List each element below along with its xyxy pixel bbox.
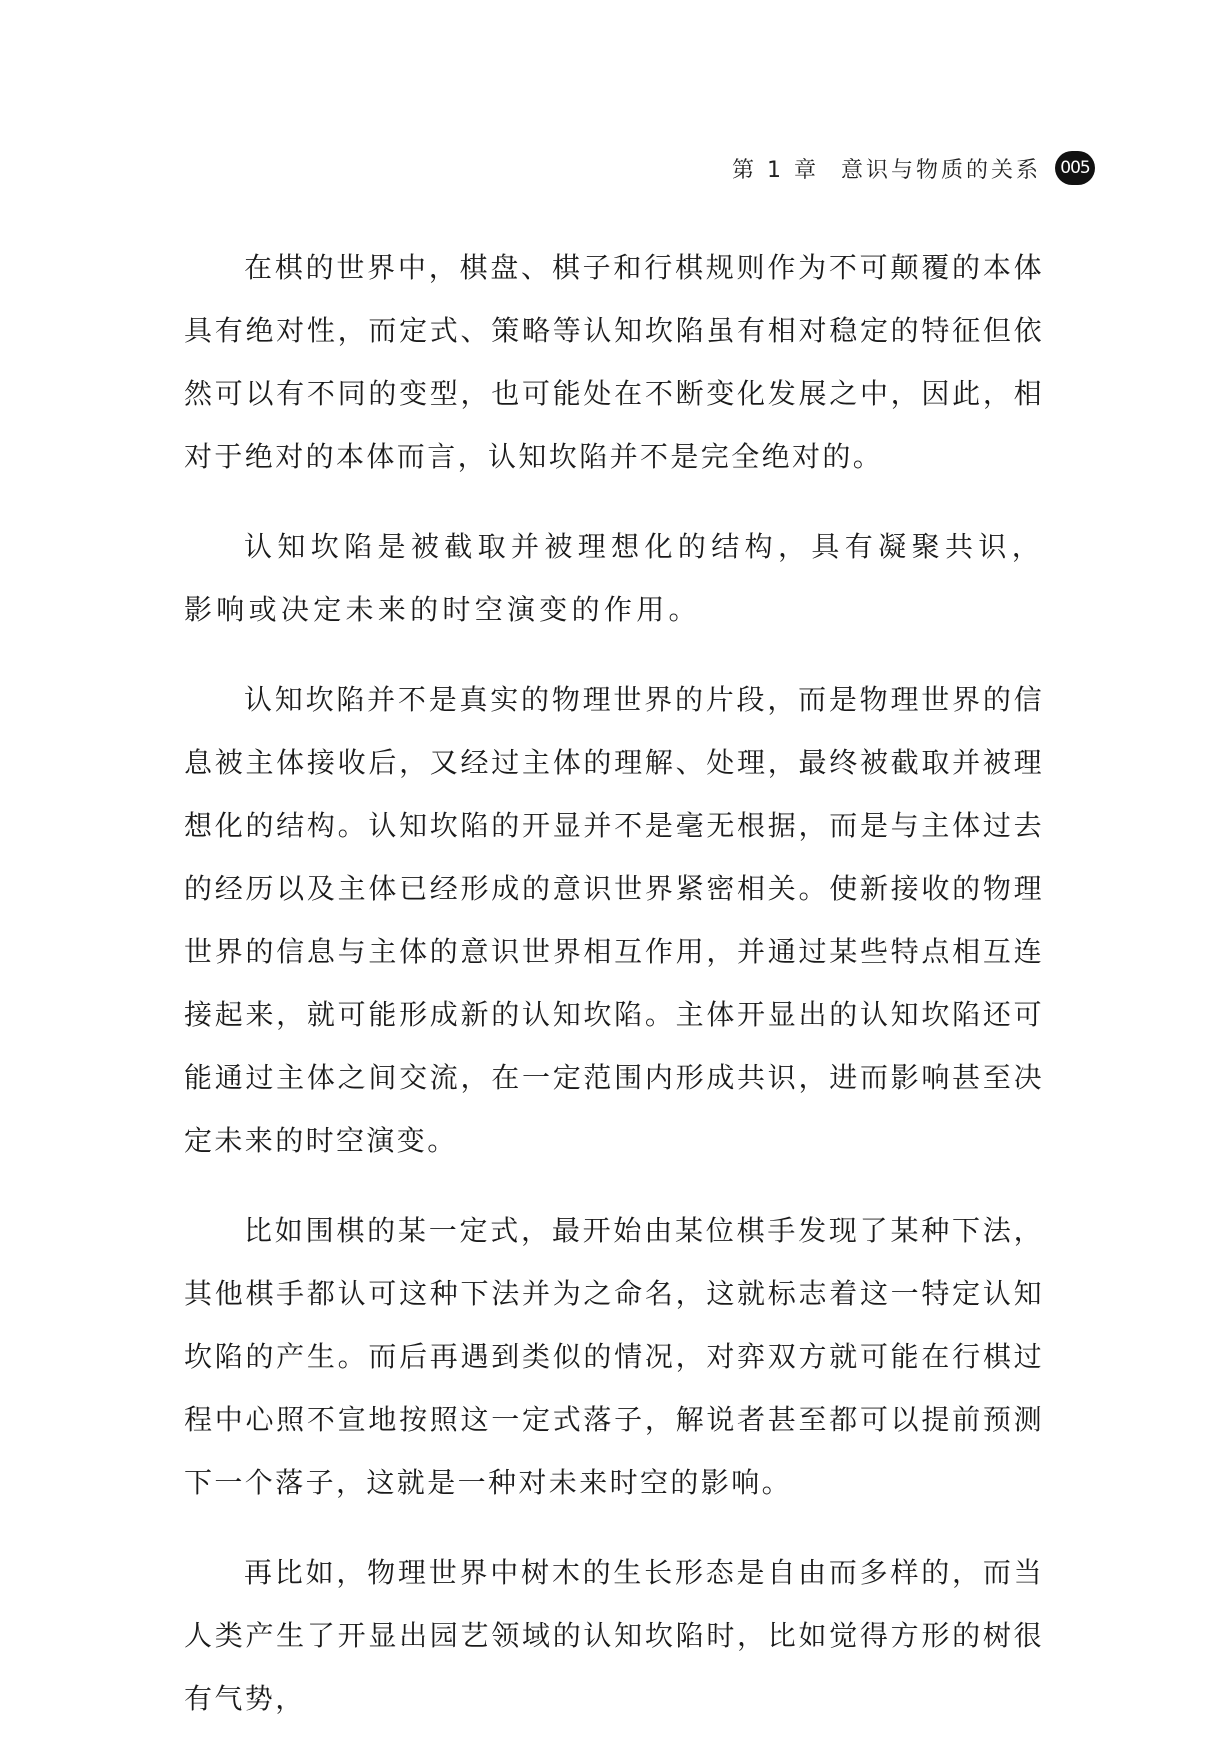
paragraph-5: 再比如，物理世界中树木的生长形态是自由而多样的，而当人类产生了开显出园艺领域的认知坎陷时，比如觉得方形的树很有气势， <box>184 1556 1044 1715</box>
paragraph-3: 认知坎陷并不是真实的物理世界的片段，而是物理世界的信息被主体接收后，又经过主体的理解、处理，最终被截取并被理想化的结构。认知坎陷的开显并不是毫无根据，而是与主体过去的经历以及主体已经形成的意识世界紧密相关。使新接收的物理世界的信息与主体的意识世界相互作用，并通过某些特点相互连接起来，就可能形成新的认知坎陷。主体开显出的认知坎陷还可能通过主体之间交流，在一定范围内形成共识，进而影响甚至决定未来的时空演变。 <box>184 683 1044 1157</box>
paragraph-2-emphasis: 认知坎陷是被截取并被理想化的结构，具有凝聚共识，影响或决定未来的时空演变的作用。 <box>184 530 1044 626</box>
paragraph-1: 在棋的世界中，棋盘、棋子和行棋规则作为不可颠覆的本体具有绝对性，而定式、策略等认知坎陷虽有相对稳定的特征但依然可以有不同的变型，也可能处在不断变化发展之中，因此，相对于绝对的本体而言，认知坎陷并不是完全绝对的。 <box>184 251 1044 473</box>
paragraph-4: 比如围棋的某一定式，最开始由某位棋手发现了某种下法，其他棋手都认可这种下法并为之命名，这就标志着这一特定认知坎陷的产生。而后再遇到类似的情况，对弈双方就可能在行棋过程中心照不宣地按照这一定式落子，解说者甚至都可以提前预测下一个落子，这就是一种对未来时空的影响。 <box>184 1214 1044 1499</box>
page-number-badge: 005 <box>1055 151 1095 185</box>
header-text <box>732 153 1041 184</box>
chapter-label: 第 1 章 <box>732 157 819 183</box>
body-text <box>184 236 1044 1757</box>
running-header <box>732 146 1095 190</box>
chapter-title: 意识与物质的关系 <box>840 157 1041 183</box>
